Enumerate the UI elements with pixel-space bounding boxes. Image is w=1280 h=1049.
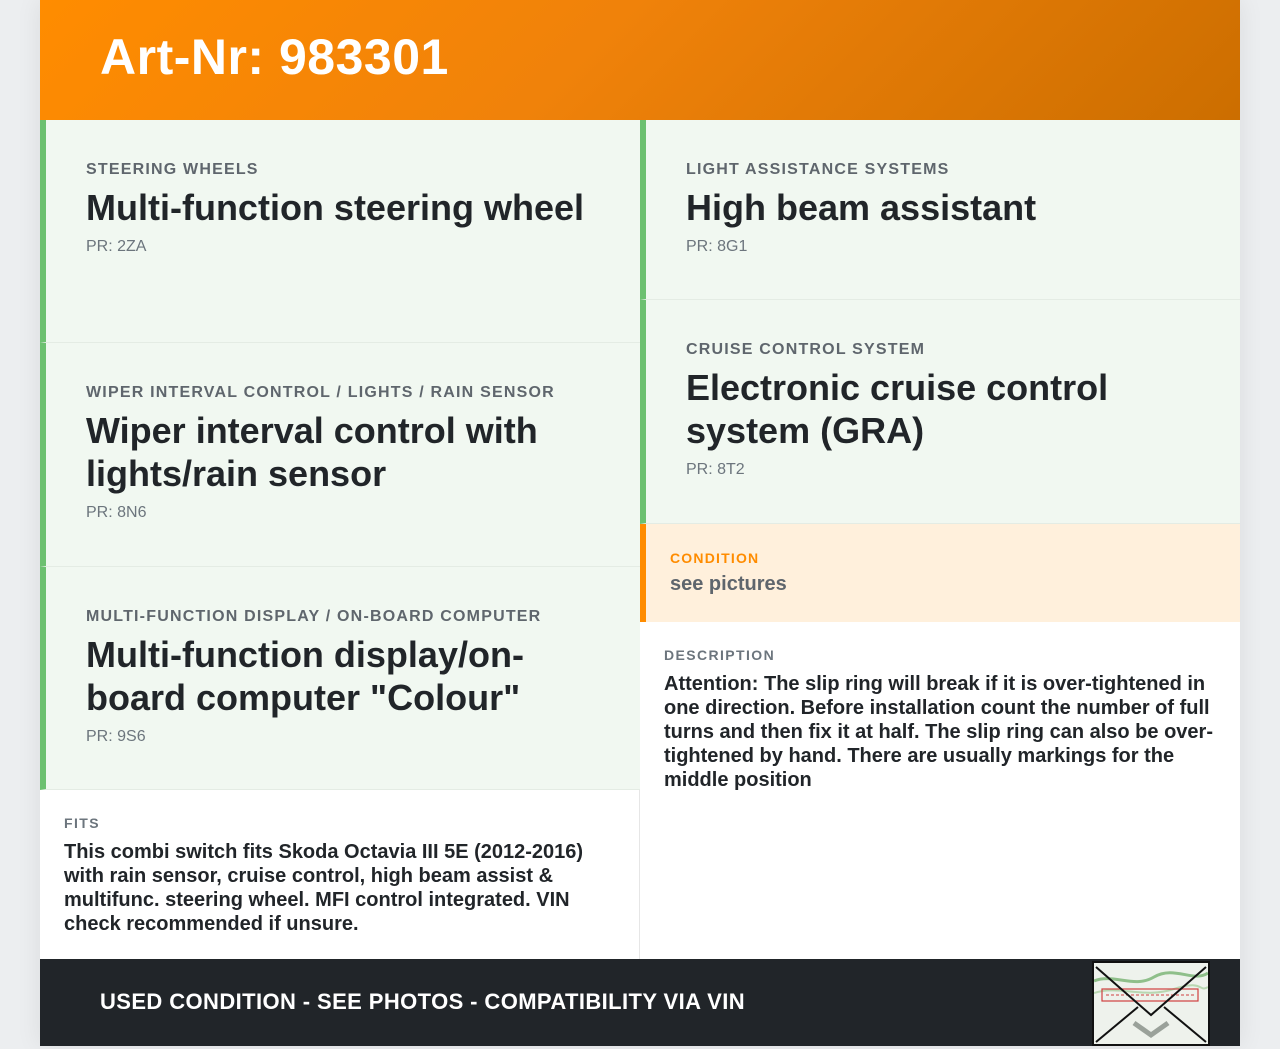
feature-title: Wiper interval control with lights/rain sensor <box>86 410 538 494</box>
feature-category: MULTI-FUNCTION DISPLAY / ON-BOARD COMPUTER <box>86 608 542 625</box>
header <box>40 0 1240 120</box>
postage-stamp-icon <box>1092 961 1210 1046</box>
right-column <box>640 120 1240 959</box>
condition-label: CONDITION <box>670 550 760 566</box>
left-column <box>40 120 640 959</box>
fits-section <box>40 790 640 959</box>
condition-box <box>640 524 1240 622</box>
page-title: Art-Nr: 983301 <box>100 29 449 85</box>
condition-value: see pictures <box>670 573 787 595</box>
feature-title: High beam assistant <box>686 187 1037 228</box>
footer-banner <box>40 959 1240 1046</box>
feature-pr-code: PR: 9S6 <box>86 728 146 745</box>
feature-category: CRUISE CONTROL SYSTEM <box>686 341 926 358</box>
page <box>40 0 1240 1046</box>
feature-title: Electronic cruise control system (GRA) <box>686 367 1109 451</box>
feature-pr-code: PR: 2ZA <box>86 238 147 255</box>
feature-card-multifunction-display <box>40 567 640 790</box>
fits-label: FITS <box>64 815 100 831</box>
description-section <box>640 622 1240 959</box>
feature-title: Multi-function steering wheel <box>86 187 585 228</box>
feature-pr-code: PR: 8T2 <box>686 461 745 478</box>
feature-card-steering-wheel <box>40 120 640 343</box>
description-label: DESCRIPTION <box>664 647 776 663</box>
feature-pr-code: PR: 8G1 <box>686 238 748 255</box>
feature-card-wiper-control <box>40 343 640 567</box>
feature-title: Multi-function display/on-board computer "Colour" <box>86 634 524 718</box>
feature-category: STEERING WHEELS <box>86 161 259 178</box>
fits-text: This combi switch fits Skoda Octavia III 5E (2012-2016) with rain sensor, cruise control, high beam assist & multifunc. steering wheel. MFI control integrated. VIN check recommended if unsure. <box>64 841 584 935</box>
feature-pr-code: PR: 8N6 <box>86 504 147 521</box>
description-text: Attention: The slip ring will break if it is over-tightened in one direction. Before installation count the number of full turns and then fix it at half. The slip ring can also be over-tightened by hand. There are usually markings for the middle position <box>664 673 1213 791</box>
footer-text: USED CONDITION - SEE PHOTOS - COMPATIBILITY VIA VIN <box>100 989 746 1014</box>
feature-category: WIPER INTERVAL CONTROL / LIGHTS / RAIN SENSOR <box>86 384 555 401</box>
feature-category: LIGHT ASSISTANCE SYSTEMS <box>686 161 950 178</box>
envelope-icon <box>1094 963 1208 1044</box>
feature-card-high-beam <box>640 120 1240 300</box>
feature-card-cruise-control <box>640 300 1240 524</box>
